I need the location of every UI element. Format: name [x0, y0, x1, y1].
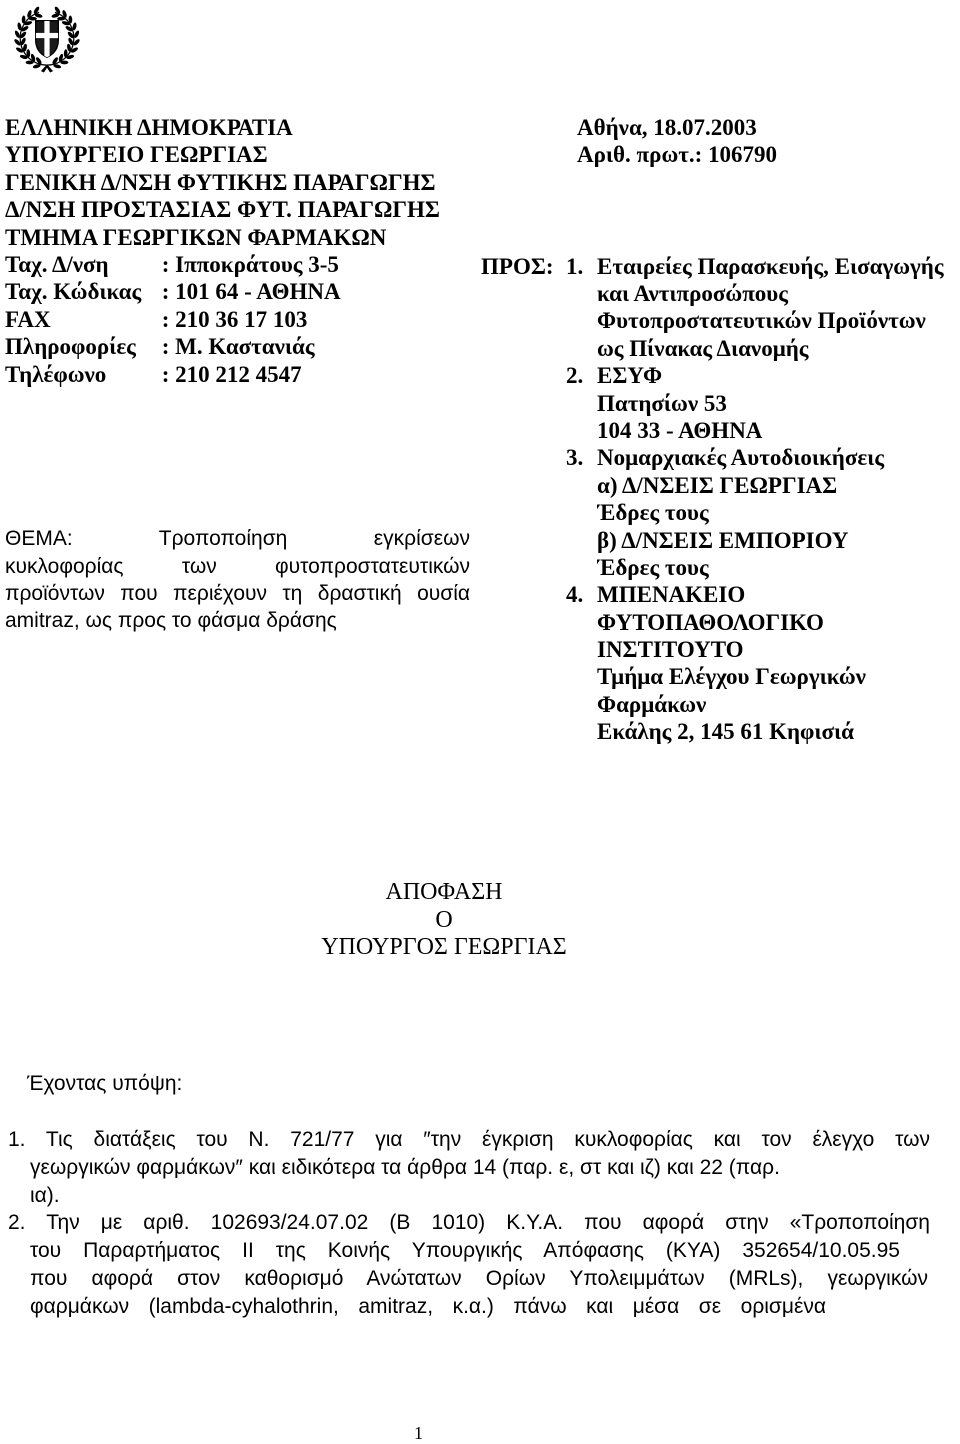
considering-item — [8, 1126, 930, 1209]
subject-label: ΘΕΜΑ: — [5, 527, 73, 551]
recipients-label: ΠΡΟΣ: — [481, 253, 554, 279]
recipient-line: Εκάλης 2, 145 61 Κηφισιά — [597, 719, 855, 745]
recipient-line: ΦΥΤΟΠΑΘΟΛΟΓΙΚΟ — [597, 609, 824, 635]
sender-country: ΕΛΛΗΝΙΚΗ ΔΗΜΟΚΡΑΤΙΑ — [5, 115, 293, 140]
contact-postal-code — [5, 278, 475, 305]
recipient-line: Πατησίων 53 — [597, 390, 727, 416]
recipient-line: Φυτοπροστατευτικών Προϊόντων — [597, 308, 926, 334]
contact-value: : 101 64 - ΑΘΗΝΑ — [161, 279, 341, 305]
subject-text: Τροποποίηση εγκρίσεων — [158, 527, 470, 551]
issue-date: Αθήνα, 18.07.2003 — [577, 115, 757, 140]
recipient-line: Τμήμα Ελέγχου Γεωργικών — [597, 664, 866, 690]
considering-line — [8, 1209, 930, 1237]
contact-phone — [5, 361, 475, 388]
recipient-line: ΕΣΥΦ — [597, 363, 663, 389]
recipient-number: 3. — [566, 445, 584, 471]
decision-heading — [244, 879, 644, 962]
recipient-line: α) Δ/ΝΣΕΙΣ ΓΕΩΡΓΙΑΣ — [597, 472, 838, 498]
date-block — [577, 114, 947, 169]
decision-title: ΑΠΟΦΑΣΗ — [385, 879, 503, 906]
recipient-item — [566, 581, 956, 745]
contact-fax — [5, 306, 475, 333]
contact-label: FAX — [5, 306, 51, 332]
wreath-leaf — [58, 53, 64, 62]
recipient-number: 2. — [566, 363, 584, 389]
subject-line: κυκλοφορίας των φυτοπροστατευτικών — [5, 554, 470, 578]
sender-department: ΤΜΗΜΑ ΓΕΩΡΓΙΚΩΝ ΦΑΡΜΑΚΩΝ — [5, 224, 387, 250]
item-number: 2. — [8, 1211, 26, 1235]
cross-vertical — [44, 21, 49, 58]
contact-label: Ταχ. Κώδικας — [5, 279, 142, 305]
recipient-item — [566, 444, 956, 581]
recipient-line: ΙΝΣΤΙΤΟΥΤΟ — [597, 637, 744, 663]
recipient-line: Έδρες τους — [597, 554, 709, 580]
considering-line — [8, 1126, 930, 1154]
recipient-line: β) Δ/ΝΣΕΙΣ ΕΜΠΟΡΙΟΥ — [597, 527, 849, 553]
wreath-ribbon — [41, 64, 53, 72]
contact-value: : 210 36 17 103 — [161, 306, 308, 332]
contact-label: Πληροφορίες — [5, 334, 136, 360]
wreath-leaf — [26, 10, 32, 19]
item-text: Την με αριθ. 102693/24.07.02 (Β 1010) Κ.Υ.Α. που αφορά στην «Τροποποίηση — [46, 1211, 930, 1235]
recipient-line: ΜΠΕΝΑΚΕΙΟ — [597, 582, 746, 608]
sender-ministry: ΥΠΟΥΡΓΕΙΟ ΓΕΩΡΓΙΑΣ — [5, 142, 268, 168]
recipient-item — [566, 362, 956, 444]
subject-line — [5, 525, 470, 552]
recipient-line: και Αντιπροσώπους — [597, 280, 788, 306]
recipient-line: ως Πίνακας Διανομής — [597, 335, 809, 361]
wreath-leaf — [30, 53, 36, 62]
considering-item — [8, 1209, 930, 1320]
recipient-line: Εταιρείες Παρασκευής, Εισαγωγής — [597, 253, 944, 279]
considering-line: γεωργικών φαρμάκων″ και ειδικότερα τα άρθρα 14 (παρ. ε, στ και ιζ) και 22 (παρ. — [30, 1156, 780, 1180]
contact-value: : 210 212 4547 — [161, 361, 302, 387]
sender-directorate: Δ/ΝΣΗ ΠΡΟΣΤΑΣΙΑΣ ΦΥΤ. ΠΑΡΑΓΩΓΗΣ — [5, 197, 440, 223]
item-number: 1. — [8, 1128, 26, 1152]
cross-horizontal — [36, 33, 59, 38]
page-number: 1 — [414, 1423, 423, 1443]
item-text: Τις διατάξεις του Ν. 721/77 για ″την έγκριση κυκλοφορίας και τον έλεγχο των — [45, 1128, 930, 1152]
contact-value: : Μ. Καστανιάς — [161, 334, 315, 360]
recipient-line: Έδρες τους — [597, 500, 709, 526]
decision-article: Ο — [435, 906, 453, 933]
considering-list — [8, 1126, 930, 1320]
recipient-line: 104 33 - ΑΘΗΝΑ — [597, 417, 763, 443]
coat-of-arms-icon — [7, 1, 87, 77]
subject-line: προϊόντων που περιέχουν τη δραστική ουσία — [5, 582, 470, 606]
considering-line: του Παραρτήματος ΙΙ της Κοινής Υπουργικής Απόφασης (ΚΥΑ) 352654/10.05.95 — [30, 1239, 900, 1263]
subject-block — [5, 525, 470, 635]
contact-label: Τηλέφωνο — [5, 361, 107, 387]
contact-value: : Ιπποκράτους 3-5 — [161, 251, 339, 277]
considering-line: ια). — [30, 1183, 60, 1207]
recipient-number: 4. — [566, 582, 584, 608]
sender-general-directorate: ΓΕΝΙΚΗ Δ/ΝΣΗ ΦΥΤΙΚΗΣ ΠΑΡΑΓΩΓΗΣ — [5, 169, 436, 195]
recipient-item — [566, 253, 956, 363]
recipient-line: Νομαρχιακές Αυτοδιοικήσεις — [597, 445, 885, 471]
contact-address — [5, 251, 475, 278]
recipient-number: 1. — [566, 253, 584, 279]
subject-line: amitraz, ως προς το φάσμα δράσης — [5, 609, 337, 633]
decision-author: ΥΠΟΥΡΓΟΣ ΓΕΩΡΓΙΑΣ — [321, 934, 567, 961]
recipients-list — [566, 253, 956, 746]
considering-intro: Έχοντας υπόψη: — [27, 1072, 183, 1096]
wreath-leaf — [62, 10, 68, 19]
sender-block — [5, 114, 475, 388]
recipient-line: Φαρμάκων — [597, 691, 707, 717]
protocol-number: Αριθ. πρωτ.: 106790 — [577, 142, 778, 168]
contact-information — [5, 333, 475, 360]
considering-line: φαρμάκων (lambda-cyhalothrin, amitraz, κ.α.) πάνω και μέσα σε ορισμένα — [30, 1294, 826, 1318]
contact-label: Ταχ. Δ/νση — [5, 251, 109, 277]
considering-line: που αφορά στον καθορισμό Ανώτατων Ορίων Υπολειμμάτων (MRLs), γεωργικών — [30, 1266, 928, 1290]
